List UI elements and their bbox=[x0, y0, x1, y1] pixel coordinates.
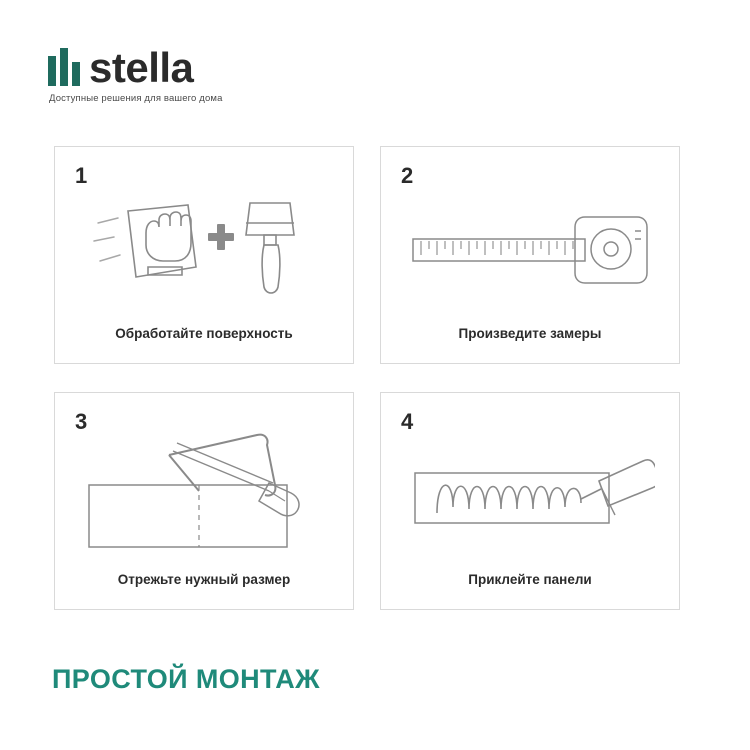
step-number: 1 bbox=[75, 163, 88, 188]
step-number: 3 bbox=[75, 409, 88, 434]
step-card-4 bbox=[380, 392, 680, 610]
step-caption: Приклейте панели bbox=[468, 572, 592, 587]
step-caption: Обработайте поверхность bbox=[115, 326, 293, 341]
step-illustration-2 bbox=[381, 191, 679, 309]
footer-title: ПРОСТОЙ МОНТАЖ bbox=[52, 664, 320, 694]
step-card-2 bbox=[380, 146, 680, 364]
logo-mark-icon bbox=[48, 48, 80, 86]
step-number: 4 bbox=[401, 409, 414, 434]
step-illustration-4 bbox=[381, 437, 679, 555]
brand-name: stella bbox=[89, 44, 194, 91]
step-caption: Произведите замеры bbox=[458, 326, 602, 341]
brand-tagline: Доступные решения для вашего дома bbox=[49, 93, 223, 104]
logo-row bbox=[48, 42, 308, 91]
step-illustration-1 bbox=[55, 191, 353, 309]
steps-grid bbox=[54, 146, 694, 610]
step-card-1 bbox=[54, 146, 354, 364]
step-card-3 bbox=[54, 392, 354, 610]
step-number: 2 bbox=[401, 163, 414, 188]
brand-logo bbox=[48, 42, 308, 104]
step-caption: Отрежьте нужный размер bbox=[117, 572, 291, 587]
step-illustration-3 bbox=[55, 437, 353, 555]
